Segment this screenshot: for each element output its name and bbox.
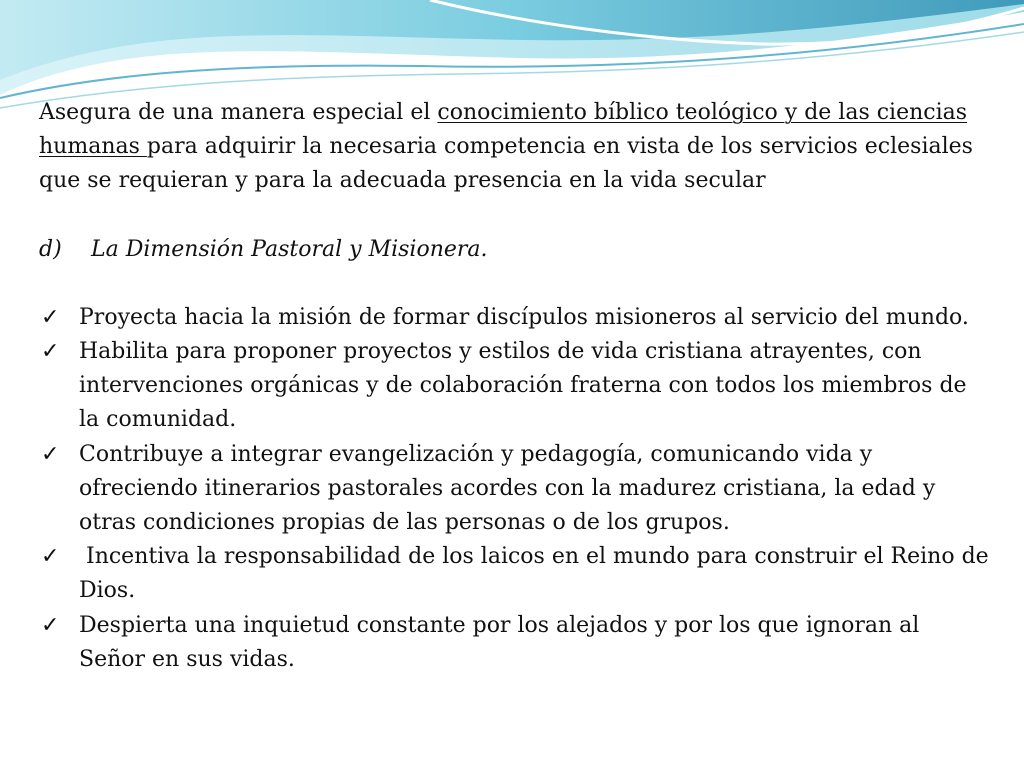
list-item-text: Contribuye a integrar evangelización y pedagogía, comunicando vida y ofreciendo itinerarios pastorales acordes con la madurez cristiana, la edad y otras condiciones propias de las personas o de los grupos. <box>79 441 936 536</box>
list-item-text: Despierta una inquietud constante por los alejados y por los que ignoran al Señor en sus vidas. <box>79 612 920 672</box>
section-letter: d) <box>39 236 62 262</box>
intro-underlined-phrase: conocimiento bíblico teológico y de las ciencias humanas <box>39 100 968 160</box>
check-icon: ✓ <box>41 441 60 467</box>
check-icon: ✓ <box>41 612 60 638</box>
check-icon: ✓ <box>41 544 60 570</box>
intro-text-end: para adquirir la necesaria competencia en vista de los servicios eclesiales que se requieran y para la adecuada presencia en la vida secular <box>39 134 973 194</box>
list-item <box>39 438 989 541</box>
section-heading <box>39 233 989 267</box>
list-item-text: Incentiva la responsabilidad de los laicos en el mundo para construir el Reino de Dios. <box>79 544 996 604</box>
check-icon: ✓ <box>41 304 60 330</box>
list-item-text: Proyecta hacia la misión de formar discípulos misioneros al servicio del mundo. <box>79 304 969 330</box>
intro-paragraph <box>39 96 989 199</box>
list-item <box>39 335 989 438</box>
list-item <box>39 301 989 335</box>
check-icon: ✓ <box>41 339 60 365</box>
bullet-list <box>39 301 996 677</box>
slide-body <box>39 96 996 677</box>
list-item-text: Habilita para proponer proyectos y estilos de vida cristiana atrayentes, con intervenciones orgánicas y de colaboración fraterna con todos los miembros de la comunidad. <box>79 339 967 433</box>
intro-text-start: Asegura de una manera especial el <box>39 100 438 125</box>
list-item <box>39 540 996 608</box>
list-item <box>39 609 989 677</box>
section-title: La Dimensión Pastoral y Misionera. <box>91 236 488 262</box>
